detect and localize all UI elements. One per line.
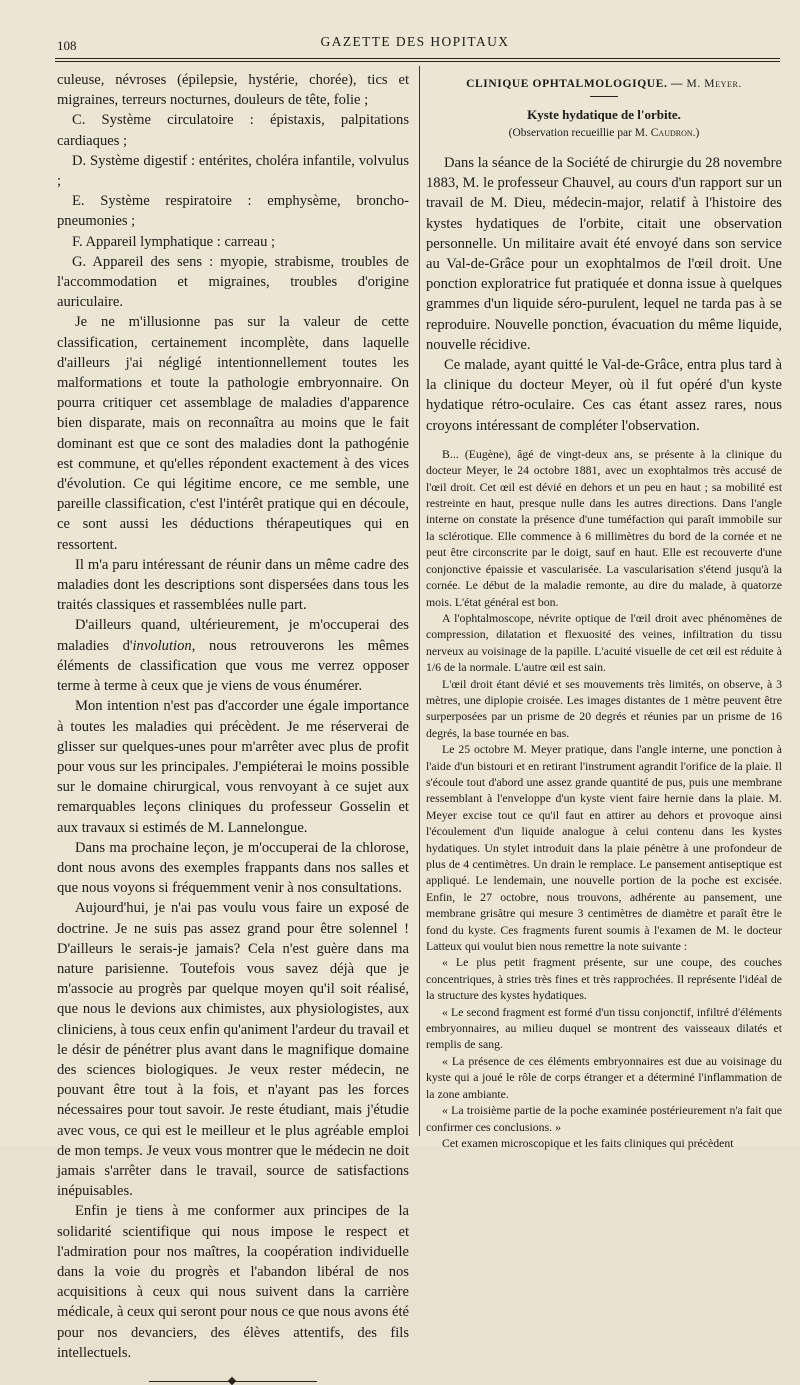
observation-paragraph: « Le second fragment est formé d'un tissu conjonctif, infiltré d'éléments embryonnaires, au milieu duquel se montrent des vaisseaux dilatés et remplis de sang. (426, 1004, 782, 1052)
ornament-diamond (228, 1377, 236, 1385)
paragraph: Dans ma prochaine leçon, je m'occuperai de la chlorose, dont nous avons des exemples frappants dans nos salles et que nous voyons si fréquemment venir à nos consultations. (57, 839, 409, 897)
header-rule-top (55, 58, 780, 59)
page-header (50, 28, 780, 58)
observation-paragraph: A l'ophtalmoscope, névrite optique de l'œil droit avec phénomènes de compression, dilatation et flexuosité des veines, infiltration du tissu nerveux au voisinage de la papille. L'acuité visuelle de cet œil est réduite à 1/6 de la normale. L'autre œil est sain. (426, 610, 782, 675)
case-subtitle-text: (Observation recueillie par M. (508, 127, 648, 139)
case-subtitle-author: Caudron.) (650, 127, 700, 139)
paragraph: culeuse, névroses (épilepsie, hystérie, chorée), tics et migraines, terreurs nocturnes, douleurs de tête, folie ; (57, 72, 409, 109)
end-ornament (149, 1377, 317, 1385)
paragraph (57, 615, 409, 696)
paragraph: Mon intention n'est pas d'accorder une égale importance à toutes les maladies qui précèdent. Je me réserverai de glisser sur quelques-unes pour m'arrêter avec plus de profit pour vous sur les principales. J'empiéterai le moins possible sur le domaine chirurgical, vous renvoyant à ce sujet aux remarquables leçons cliniques du professeur Gosselin et aux travaux si estimés de M. Lannelongue. (57, 698, 409, 836)
column-divider (419, 66, 420, 1136)
observation-paragraph: Cet examen microscopique et les faits cliniques qui précèdent (442, 1135, 734, 1150)
section-rule (590, 96, 618, 97)
page-number: 108 (57, 38, 77, 53)
running-title: GAZETTE DES HOPITAUX (320, 34, 510, 49)
section-title-text: CLINIQUE OPHTALMOLOGIQUE. — (466, 78, 684, 90)
right-column (426, 70, 782, 1151)
left-column (57, 70, 409, 1385)
observation-paragraph: « La présence de ces éléments embryonnaires est due au voisinage du kyste qui a joué le rôle de corps étranger et a déterminé l'inflammation de la zone ambiante. (426, 1053, 782, 1101)
observation-block (426, 446, 782, 1151)
section-author: M. Meyer. (686, 78, 742, 90)
list-item: D. Système digestif : entérites, choléra infantile, volvulus ; (57, 152, 409, 190)
paragraph: Aujourd'hui, je n'ai pas voulu vous faire un exposé de doctrine. Je ne suis pas assez grand pour être solennel ! D'ailleurs le serais-je jamais? Cela n'est guère dans ma nature parisienne. Toutefois vous savez déjà que je m'associe au progrès par quelque moyen qu'il soit réalisé, que nous le devions aux chimistes, aux physiologistes, aux cliniciens, à tous ceux enfin qu'animent l'ardeur du travail et le désir de pénétrer plus avant dans le magnifique domaine des sciences biologiques. Je veux rester médecin, ne pouvant être tout à la fois, et n'ayant pas les forces nécessaires pour tout savoir. Je reste étudiant, mais j'étudie avec vous, ce qui est le meilleur et le plus agréable emploi de mon temps. Je veux vous montrer que le médecin ne doit jamais s'arrêter dans le travail, source de satisfactions inépuisables. (57, 900, 409, 1200)
text-run: D'ailleurs quand, ultérieurement, je m'occuperai des maladies d' (57, 617, 409, 654)
observation-paragraph: « Le plus petit fragment présente, sur une coupe, des couches concentriques, à stries très fines et très rapprochées. Il représente l'idéal de la structure des kystes hydatiques. (426, 955, 782, 1003)
observation-paragraph: Le 25 octobre M. Meyer pratique, dans l'angle interne, une ponction à l'aide d'un bistouri et en retirant l'instrument agrandit l'orifice de la plaie. Il s'écoule tout d'abord une assez grande quantité de pus, puis une membrane ressemblant à l'enveloppe d'un kyste vient faire hernie dans la plaie. M. Meyer excise tout ce qu'il faut en attirer au dehors et provoque ainsi l'écoulement d'un liquide analogue à celui contenu dans les kystes hydatiques. Un stylet introduit dans la plaie pénètre à une profondeur de plus de 4 centimètres. Un drain le remplace. Le pansement antiseptique est appliqué. Le lendemain, une nouvelle portion de la poche est excisée. Enfin, le 27 octobre, nous trouvons, adhérente au pansement, une membrane grisâtre qui mesure 3 centimètres de diamètre et paraît être le fond du kyste. Ces fragments furent soumis à l'examen de M. le docteur Latteux qui voulut bien nous remettre la note suivante : (426, 742, 782, 954)
paragraph: Je ne m'illusionne pas sur la valeur de cette classification, certainement incomplète, dans laquelle d'ailleurs j'ai négligé intentionnellement toutes les malformations et toute la pathologie embryonnaire. On pourra critiquer cet assemblage de maladies d'apparence bien disparate, mais on reconnaîtra au moins que le fait dominant est que ce sont des maladies dont la pathogénie est commune, et qu'elles répondent exactement à des vices d'évolution. Ce qui légitime encore, ce me semble, une pareille classification, c'est l'intérêt pratique qui en découle, ce sont aussi les déductions thérapeutiques qui en ressortent. (57, 314, 409, 553)
observation-paragraph: « La troisième partie de la poche examinée postérieurement n'a fait que confirmer ces conclusions. » (426, 1103, 782, 1134)
case-title: Kyste hydatique de l'orbite. (527, 107, 681, 122)
list-item: F. Appareil lymphatique : carreau ; (72, 233, 276, 250)
paragraph: Ce malade, ayant quitté le Val-de-Grâce, entra plus tard à la clinique du docteur Meyer, où il fut opéré d'un kyste hydatique rétro-oculaire. Ces cas étant assez rares, nous croyons intéressant de compléter l'observation. (426, 357, 782, 434)
list-item: E. Système respiratoire : emphysème, broncho-pneumonies ; (57, 193, 409, 230)
observation-paragraph: L'œil droit étant dévié et ses mouvements très limités, on observe, à 3 mètres, une diplopie croisée. Les images distantes de 1 mètre peuvent être surperposées par un prisme de 20 degrés et réunies par un prisme de 16 degrés, la base tournée en bas. (426, 676, 782, 740)
paragraph: Il m'a paru intéressant de réunir dans un même cadre des maladies dont les descriptions sont dispersées dans tous les traités classiques et rassemblées nulle part. (57, 556, 409, 614)
paragraph: Dans la séance de la Société de chirurgie du 28 novembre 1883, M. le professeur Chauvel, au cours d'un rapport sur un travail de M. Dieu, médecin-major, relatif à l'histoire des kystes hydatiques de l'orbite, citait une observation personnelle. Un militaire avait été envoyé dans son service au Val-de-Grâce pour un exophtalmos de l'œil droit. Une ponction exploratrice fut pratiquée et donna issue à quelques grammes d'un liquide séro-purulent, lequel ne tarda pas à se reproduire. Nouvelle ponction, évacuation du même liquide, nouvelle récidive. (426, 155, 782, 353)
text-run: , nous retrouverons les mêmes éléments de classification que vous me verrez opposer terme à terme à ceux que je viens de vous énumérer. (57, 637, 409, 695)
list-item: G. Appareil des sens : myopie, strabisme, troubles de l'accommodation et migraines, troubles d'origine auriculaire. (57, 253, 409, 311)
observation-paragraph: B... (Eugène), âgé de vingt-deux ans, se présente à la clinique du docteur Meyer, le 24 octobre 1881, avec un exophtalmos très accusé de l'œil droit. Cet œil est dévié en dehors et un peu en haut ; sa mobilité est restreinte en haut, presque nulle dans les autres directions. Dans l'angle interne on constate la présence d'une tuméfaction qui paraît immobile sur la sclérotique. Elle commence à 6 millimètres du bord de la cornée et ne peut être circonscrite par le doigt, sauf en haut. Elle est recouverte d'une conjonctive épaissie et vascularisée. La vascularisation s'étend jusqu'à la cornée. Le début de la maladie remonte, au dire du malade, à quatorze mois. L'état général est bon. (426, 446, 782, 609)
paragraph: Enfin je tiens à me conformer aux principes de la solidarité scientifique qui nous impose le respect et l'admiration pour nos maîtres, la coopération individuelle dans la voie du progrès et l'abandon libéral de nos acquisitions à ceux qui nous suivent dans la carrière médicale, à ceux qui seront pour nous ce que nous avons été pour nos devanciers, des élèves attentifs, des fils intellectuels. (57, 1203, 409, 1361)
list-item: C. Système circulatoire : épistaxis, palpitations cardiaques ; (57, 112, 409, 149)
emphasized-term: involution (132, 637, 192, 654)
section-title (426, 78, 782, 90)
case-subtitle (426, 127, 782, 139)
header-rule-bottom (55, 61, 780, 62)
